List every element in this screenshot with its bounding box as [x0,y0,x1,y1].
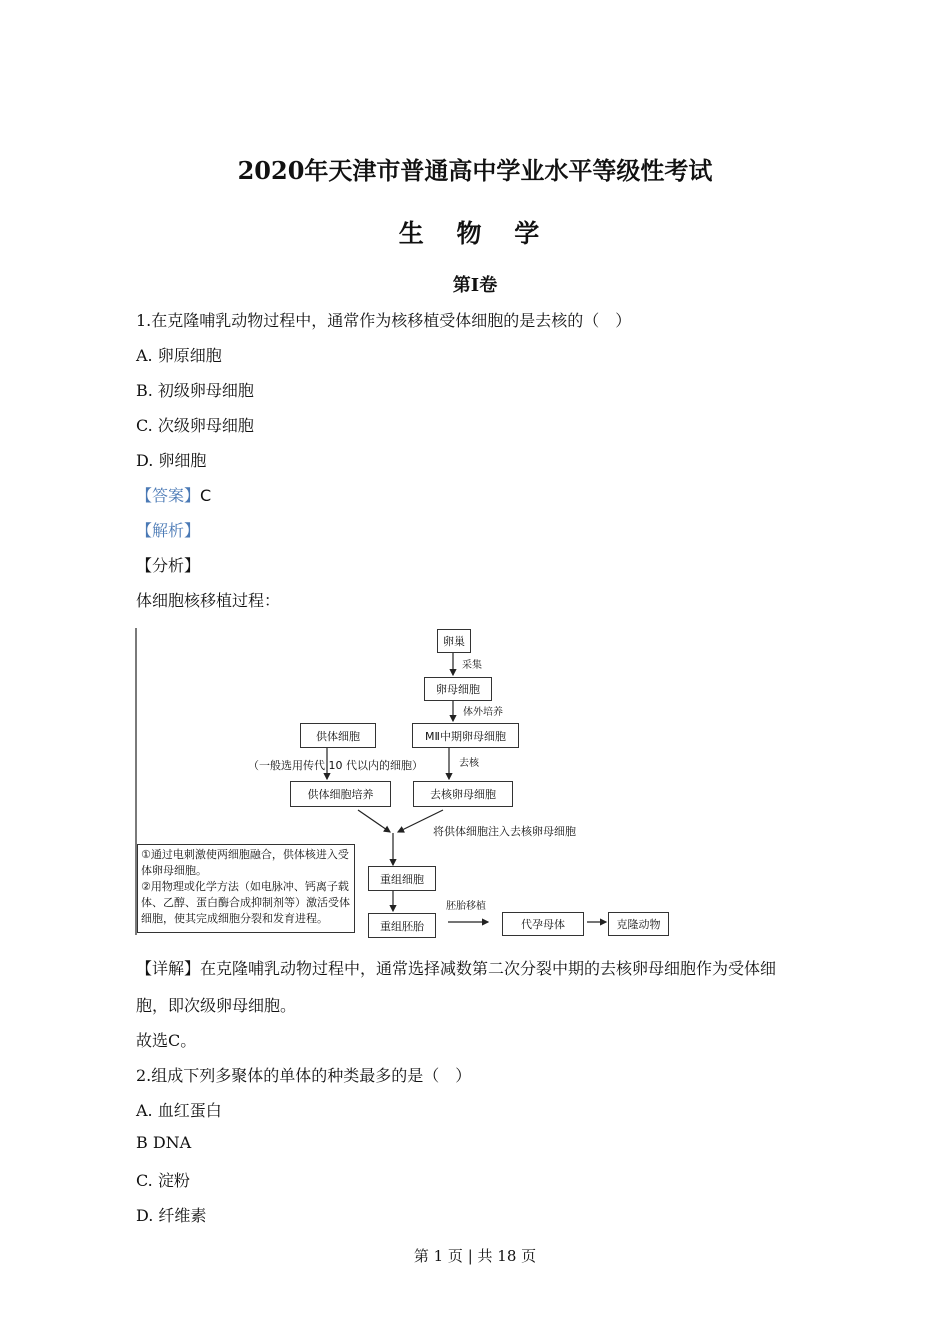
box-oocyte: 卵母细胞 [424,677,492,701]
exam-title: 2020年天津市普通高中学业水平等级性考试 [237,156,713,185]
q1-option-c: C. 次级卵母细胞 [136,416,254,435]
note-2: ②用物理或化学方法（如电脉冲、钙离子载体、乙醇、蛋白酶合成抑制剂等）激活受体细胞，使其完成细胞分裂和发育进程。 [141,880,350,925]
box-clone: 克隆动物 [608,912,669,936]
box-ovary: 卵巢 [437,629,471,653]
subject-title: 生 物 学 [398,219,552,248]
q2-option-d: D. 纤维素 [136,1206,207,1225]
label-donor-note: （一般选用传代 10 代以内的细胞） [248,759,423,772]
label-inject: 将供体细胞注入去核卵母细胞 [433,825,576,838]
note-box [137,844,355,933]
box-donor-culture: 供体细胞培养 [290,781,391,807]
box-recombinant-embryo: 重组胚胎 [368,913,436,938]
label-enucleate: 去核 [459,758,479,769]
box-mii-oocyte: MⅡ中期卵母细胞 [412,723,519,748]
volume-heading: 第Ⅰ卷 [452,275,498,296]
page-footer: 第 1 页 | 共 18 页 [413,1247,537,1265]
label-culture: 体外培养 [463,707,503,718]
answer-value: C [200,486,212,505]
label-collect: 采集 [462,660,482,671]
q1-option-b: B. 初级卵母细胞 [136,381,254,400]
box-surrogate: 代孕母体 [502,912,584,936]
box-donor-cell: 供体细胞 [300,723,376,748]
box-enucleated-oocyte: 去核卵母细胞 [413,781,513,807]
q2-option-b: B DNA [136,1133,192,1152]
q1-option-d: D. 卵细胞 [136,451,207,470]
q1-option-a: A. 卵原细胞 [136,346,222,365]
answer-line [136,483,211,506]
note-1: ①通过电刺激使两细胞融合，供体核进入受体卵母细胞。 [141,848,349,877]
q2-option-c: C. 淀粉 [136,1171,190,1190]
question-2-stem: 2.组成下列多聚体的单体的种类最多的是（ ） [136,1066,472,1085]
box-recombinant-cell: 重组细胞 [368,866,436,891]
detail-line-1: 【详解】在克隆哺乳动物过程中，通常选择减数第二次分裂中期的去核卵母细胞作为受体细 [136,959,777,978]
fenxi-label: 【分析】 [136,556,201,575]
question-1-stem: 1.在克隆哺乳动物过程中，通常作为核移植受体细胞的是去核的（ ） [136,311,632,330]
label-embryo-transfer: 胚胎移植 [446,901,486,912]
conclusion: 故选C。 [136,1031,197,1050]
q2-option-a: A. 血红蛋白 [136,1101,222,1120]
diagram-intro: 体细胞核移植过程： [136,591,281,610]
detail-line-2: 胞，即次级卵母细胞。 [136,996,297,1015]
answer-label: 【答案】 [136,486,201,505]
analysis-label: 【解析】 [136,521,201,540]
